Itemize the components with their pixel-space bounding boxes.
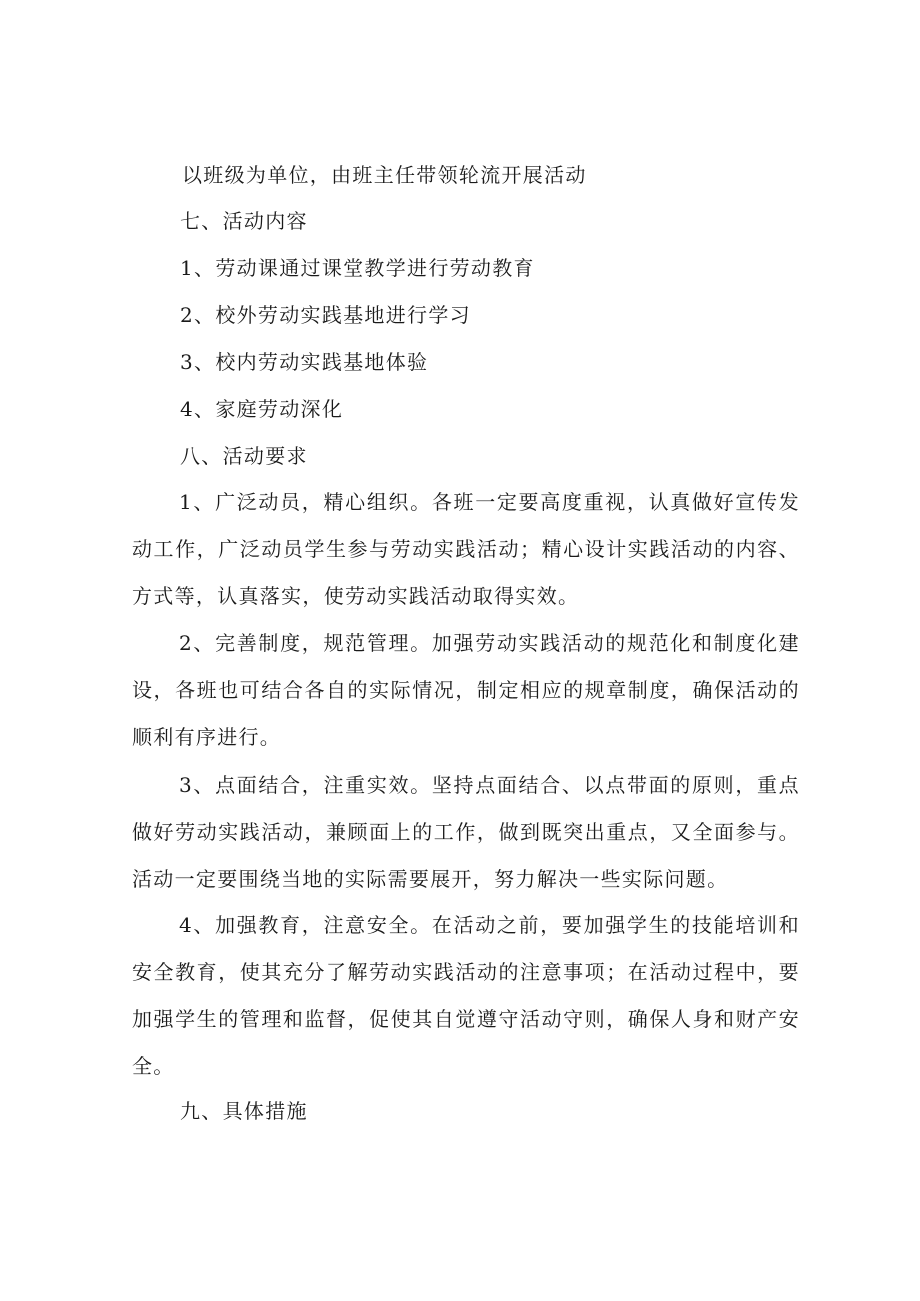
requirement-paragraph: 3、点面结合，注重实效。坚持点面结合、以点带面的原则，重点做好劳动实践活动，兼顾面上的工作，做到既突出重点，又全面参与。活动一定要围绕当地的实际需要展开，努力解决一些实际问题。	[132, 773, 800, 891]
content-item: 2、校外劳动实践基地进行学习	[180, 303, 471, 327]
content-item: 1、劳动课通过课堂教学进行劳动教育	[180, 256, 535, 280]
requirement-paragraph: 1、广泛动员，精心组织。各班一定要高度重视，认真做好宣传发动工作，广泛动员学生参与劳动实践活动；精心设计实践活动的内容、方式等，认真落实，使劳动实践活动取得实效。	[132, 490, 800, 608]
intro-line: 以班级为单位，由班主任带领轮流开展活动	[182, 163, 587, 187]
requirement-paragraph: 2、完善制度，规范管理。加强劳动实践活动的规范化和制度化建设，各班也可结合各自的实际情况，制定相应的规章制度，确保活动的顺利有序进行。	[132, 631, 800, 749]
content-item: 4、家庭劳动深化	[180, 397, 344, 421]
section-heading-nine: 九、具体措施	[180, 1099, 308, 1123]
section-heading-seven: 七、活动内容	[180, 209, 308, 233]
section-heading-eight: 八、活动要求	[180, 444, 308, 468]
requirement-paragraph: 4、加强教育，注意安全。在活动之前，要加强学生的技能培训和安全教育，使其充分了解劳动实践活动的注意事项；在活动过程中，要加强学生的管理和监督，促使其自觉遵守活动守则，确保人身和财产安全。	[132, 913, 800, 1078]
content-item: 3、校内劳动实践基地体验	[180, 350, 429, 374]
